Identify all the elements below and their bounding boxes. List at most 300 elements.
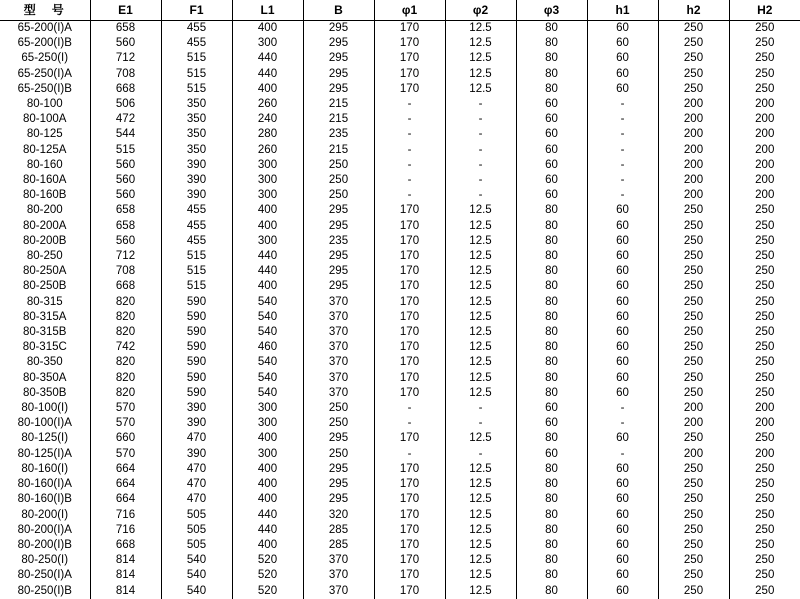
table-row (0, 127, 800, 142)
value-cell: 590 (161, 340, 232, 355)
value-cell: 295 (303, 21, 374, 37)
value-cell: 370 (303, 553, 374, 568)
value-cell: 80 (516, 584, 587, 599)
value-cell: 170 (374, 295, 445, 310)
value-cell: 250 (658, 295, 729, 310)
value-cell: 515 (161, 51, 232, 66)
value-cell: 250 (729, 234, 800, 249)
value-cell: 80 (516, 203, 587, 218)
table-row (0, 112, 800, 127)
value-cell: 80 (516, 462, 587, 477)
value-cell: 170 (374, 279, 445, 294)
value-cell: 60 (516, 97, 587, 112)
value-cell: 60 (587, 538, 658, 553)
value-cell: 12.5 (445, 234, 516, 249)
value-cell: - (587, 158, 658, 173)
table-body (0, 21, 800, 599)
value-cell: 80 (516, 538, 587, 553)
table-row (0, 36, 800, 51)
value-cell: 250 (658, 431, 729, 446)
table-row (0, 553, 800, 568)
value-cell: - (587, 447, 658, 462)
value-cell: 250 (729, 538, 800, 553)
value-cell: 250 (729, 310, 800, 325)
value-cell: 200 (658, 97, 729, 112)
value-cell: 170 (374, 203, 445, 218)
value-cell: 200 (729, 416, 800, 431)
model-cell: 80-200 (26, 204, 63, 217)
value-cell: 250 (729, 431, 800, 446)
value-cell: 520 (232, 553, 303, 568)
table-row (0, 295, 800, 310)
value-cell: - (445, 143, 516, 158)
value-cell: 300 (232, 234, 303, 249)
value-cell: 60 (587, 82, 658, 97)
value-cell: 300 (232, 173, 303, 188)
table-row (0, 416, 800, 431)
value-cell: 370 (303, 371, 374, 386)
value-cell: 60 (587, 21, 658, 37)
value-cell: 215 (303, 143, 374, 158)
value-cell: 390 (161, 447, 232, 462)
value-cell: 200 (729, 127, 800, 142)
value-cell: 80 (516, 295, 587, 310)
table-row (0, 371, 800, 386)
value-cell: 250 (658, 21, 729, 37)
value-cell: 515 (90, 143, 161, 158)
value-cell: 400 (232, 279, 303, 294)
value-cell: 12.5 (445, 310, 516, 325)
value-cell: 250 (729, 249, 800, 264)
value-cell: 60 (516, 173, 587, 188)
value-cell: 280 (232, 127, 303, 142)
value-cell: 540 (232, 325, 303, 340)
value-cell: 200 (658, 127, 729, 142)
value-cell: 300 (232, 158, 303, 173)
model-cell: 80-315 (26, 295, 63, 308)
value-cell: 470 (161, 492, 232, 507)
value-cell: 170 (374, 82, 445, 97)
value-cell: 470 (161, 477, 232, 492)
value-cell: 170 (374, 340, 445, 355)
value-cell: 250 (658, 249, 729, 264)
value-cell: 440 (232, 508, 303, 523)
value-cell: - (587, 112, 658, 127)
value-cell: 80 (516, 36, 587, 51)
value-cell: 250 (658, 508, 729, 523)
value-cell: 515 (161, 82, 232, 97)
value-cell: 250 (729, 295, 800, 310)
value-cell: 544 (90, 127, 161, 142)
value-cell: 80 (516, 340, 587, 355)
value-cell: 80 (516, 371, 587, 386)
value-cell: 60 (587, 492, 658, 507)
table-row (0, 584, 800, 599)
column-header-L1: L1 (232, 0, 303, 21)
value-cell: 250 (729, 203, 800, 218)
value-cell: 250 (729, 568, 800, 583)
value-cell: 742 (90, 340, 161, 355)
column-header-F1: F1 (161, 0, 232, 21)
value-cell: 664 (90, 477, 161, 492)
value-cell: 12.5 (445, 431, 516, 446)
value-cell: 295 (303, 51, 374, 66)
value-cell: 455 (161, 219, 232, 234)
value-cell: 250 (658, 67, 729, 82)
table-row (0, 82, 800, 97)
value-cell: 12.5 (445, 568, 516, 583)
value-cell: 250 (729, 264, 800, 279)
value-cell: 12.5 (445, 325, 516, 340)
value-cell: 658 (90, 21, 161, 37)
model-cell: 80-250A (23, 265, 67, 278)
value-cell: 170 (374, 249, 445, 264)
value-cell: - (587, 127, 658, 142)
value-cell: 820 (90, 325, 161, 340)
value-cell: 250 (729, 325, 800, 340)
value-cell: - (445, 416, 516, 431)
table-row (0, 97, 800, 112)
value-cell: 200 (658, 401, 729, 416)
value-cell: - (445, 158, 516, 173)
value-cell: 668 (90, 279, 161, 294)
value-cell: - (374, 97, 445, 112)
value-cell: 370 (303, 325, 374, 340)
value-cell: 560 (90, 158, 161, 173)
model-cell: 80-160(I)B (17, 493, 72, 506)
value-cell: 250 (729, 21, 800, 37)
value-cell: 540 (232, 310, 303, 325)
value-cell: 716 (90, 523, 161, 538)
table-header (0, 0, 800, 21)
value-cell: 60 (587, 295, 658, 310)
value-cell: 250 (658, 310, 729, 325)
value-cell: - (445, 97, 516, 112)
model-cell: 80-315B (23, 326, 67, 339)
value-cell: 60 (587, 553, 658, 568)
value-cell: 170 (374, 325, 445, 340)
model-cell: 80-250 (26, 250, 63, 263)
value-cell: 80 (516, 51, 587, 66)
value-cell: 60 (587, 203, 658, 218)
model-cell: 80-160(I)A (17, 478, 72, 491)
value-cell: 60 (587, 249, 658, 264)
value-cell: 250 (658, 492, 729, 507)
column-header-h1: h1 (587, 0, 658, 21)
value-cell: 170 (374, 21, 445, 37)
value-cell: 540 (161, 584, 232, 599)
table-row (0, 386, 800, 401)
model-cell: 65-250(I)A (17, 67, 72, 80)
value-cell: 350 (161, 112, 232, 127)
value-cell: 515 (161, 249, 232, 264)
value-cell: 12.5 (445, 492, 516, 507)
model-cell: 65-200(I)A (17, 22, 72, 34)
value-cell: 250 (658, 51, 729, 66)
value-cell: 400 (232, 82, 303, 97)
value-cell: 60 (516, 401, 587, 416)
value-cell: 664 (90, 462, 161, 477)
value-cell: 472 (90, 112, 161, 127)
value-cell: 440 (232, 249, 303, 264)
value-cell: 170 (374, 538, 445, 553)
value-cell: 820 (90, 295, 161, 310)
value-cell: 820 (90, 386, 161, 401)
value-cell: 708 (90, 264, 161, 279)
value-cell: 250 (658, 203, 729, 218)
value-cell: 170 (374, 508, 445, 523)
value-cell: 814 (90, 553, 161, 568)
value-cell: 80 (516, 249, 587, 264)
value-cell: 170 (374, 568, 445, 583)
value-cell: 250 (729, 477, 800, 492)
value-cell: 370 (303, 386, 374, 401)
value-cell: 570 (90, 416, 161, 431)
model-cell: 80-125 (26, 128, 63, 141)
value-cell: - (445, 447, 516, 462)
model-cell: 80-250B (23, 280, 67, 293)
value-cell: 200 (729, 188, 800, 203)
value-cell: - (374, 112, 445, 127)
value-cell: 12.5 (445, 67, 516, 82)
value-cell: 200 (729, 173, 800, 188)
value-cell: 590 (161, 310, 232, 325)
value-cell: 460 (232, 340, 303, 355)
value-cell: 250 (729, 219, 800, 234)
value-cell: 250 (658, 219, 729, 234)
value-cell: 80 (516, 21, 587, 37)
table-row (0, 492, 800, 507)
value-cell: 12.5 (445, 21, 516, 37)
value-cell: 250 (729, 553, 800, 568)
value-cell: 250 (658, 234, 729, 249)
value-cell: - (445, 127, 516, 142)
value-cell: 80 (516, 234, 587, 249)
table-row (0, 21, 800, 37)
value-cell: 250 (658, 279, 729, 294)
value-cell: 250 (658, 355, 729, 370)
value-cell: 12.5 (445, 340, 516, 355)
value-cell: - (587, 401, 658, 416)
value-cell: 260 (232, 143, 303, 158)
value-cell: 170 (374, 310, 445, 325)
value-cell: - (374, 173, 445, 188)
value-cell: 80 (516, 523, 587, 538)
value-cell: - (374, 143, 445, 158)
value-cell: 170 (374, 477, 445, 492)
model-cell: 80-100(I) (21, 402, 69, 415)
value-cell: 570 (90, 447, 161, 462)
value-cell: 170 (374, 584, 445, 599)
value-cell: - (374, 188, 445, 203)
value-cell: 560 (90, 234, 161, 249)
value-cell: - (587, 97, 658, 112)
value-cell: 560 (90, 173, 161, 188)
value-cell: 455 (161, 36, 232, 51)
value-cell: - (445, 173, 516, 188)
value-cell: 370 (303, 584, 374, 599)
value-cell: 250 (729, 523, 800, 538)
value-cell: 370 (303, 355, 374, 370)
model-cell: 80-350 (26, 356, 63, 369)
value-cell: 60 (516, 127, 587, 142)
value-cell: 80 (516, 431, 587, 446)
value-cell: 170 (374, 523, 445, 538)
value-cell: 60 (587, 371, 658, 386)
value-cell: 250 (658, 523, 729, 538)
table-row (0, 264, 800, 279)
value-cell: 440 (232, 264, 303, 279)
value-cell: 12.5 (445, 219, 516, 234)
model-cell: 80-160(I) (21, 462, 69, 475)
value-cell: 250 (729, 355, 800, 370)
value-cell: 250 (658, 553, 729, 568)
value-cell: - (445, 401, 516, 416)
value-cell: 590 (161, 371, 232, 386)
value-cell: 80 (516, 553, 587, 568)
value-cell: 200 (729, 158, 800, 173)
model-cell: 80-100 (26, 98, 63, 111)
value-cell: 455 (161, 203, 232, 218)
value-cell: 250 (658, 36, 729, 51)
value-cell: 250 (729, 36, 800, 51)
model-cell: 80-125(I) (21, 432, 69, 445)
value-cell: 235 (303, 234, 374, 249)
value-cell: 295 (303, 36, 374, 51)
value-cell: 12.5 (445, 477, 516, 492)
value-cell: 250 (729, 492, 800, 507)
value-cell: 12.5 (445, 508, 516, 523)
table-row (0, 401, 800, 416)
value-cell: 295 (303, 492, 374, 507)
value-cell: 295 (303, 462, 374, 477)
value-cell: 285 (303, 523, 374, 538)
value-cell: 80 (516, 219, 587, 234)
value-cell: - (374, 447, 445, 462)
value-cell: 390 (161, 173, 232, 188)
value-cell: 60 (516, 158, 587, 173)
value-cell: 520 (232, 568, 303, 583)
value-cell: 708 (90, 67, 161, 82)
value-cell: 170 (374, 234, 445, 249)
value-cell: 455 (161, 21, 232, 37)
value-cell: 80 (516, 568, 587, 583)
value-cell: 470 (161, 431, 232, 446)
value-cell: 60 (587, 279, 658, 294)
value-cell: 250 (658, 386, 729, 401)
column-header-H2: H2 (729, 0, 800, 21)
value-cell: 12.5 (445, 553, 516, 568)
table-row (0, 143, 800, 158)
value-cell: 12.5 (445, 51, 516, 66)
value-cell: 60 (587, 219, 658, 234)
value-cell: 520 (232, 584, 303, 599)
model-cell: 80-100A (23, 113, 67, 126)
value-cell: 664 (90, 492, 161, 507)
value-cell: 200 (729, 143, 800, 158)
table-row (0, 508, 800, 523)
value-cell: 506 (90, 97, 161, 112)
value-cell: 250 (658, 264, 729, 279)
value-cell: 12.5 (445, 279, 516, 294)
value-cell: 170 (374, 462, 445, 477)
value-cell: 400 (232, 203, 303, 218)
value-cell: 350 (161, 127, 232, 142)
value-cell: - (445, 112, 516, 127)
value-cell: - (587, 143, 658, 158)
value-cell: 712 (90, 249, 161, 264)
table-row (0, 477, 800, 492)
value-cell: 170 (374, 51, 445, 66)
value-cell: 215 (303, 97, 374, 112)
value-cell: 400 (232, 462, 303, 477)
value-cell: 80 (516, 264, 587, 279)
table-row (0, 234, 800, 249)
value-cell: 590 (161, 295, 232, 310)
value-cell: 570 (90, 401, 161, 416)
value-cell: 60 (587, 462, 658, 477)
model-cell: 65-250(I)B (17, 82, 72, 95)
value-cell: 200 (658, 143, 729, 158)
value-cell: 170 (374, 36, 445, 51)
column-header-φ3: φ3 (516, 0, 587, 21)
table-row (0, 51, 800, 66)
value-cell: 540 (161, 553, 232, 568)
model-cell: 65-200(I)B (17, 37, 72, 50)
value-cell: 470 (161, 462, 232, 477)
table-row (0, 523, 800, 538)
value-cell: 540 (232, 386, 303, 401)
value-cell: 235 (303, 127, 374, 142)
value-cell: 300 (232, 36, 303, 51)
model-cell: 80-250(I)A (17, 569, 72, 582)
column-header-φ2: φ2 (445, 0, 516, 21)
value-cell: 295 (303, 431, 374, 446)
table-row (0, 188, 800, 203)
model-cell: 80-250(I) (21, 554, 69, 567)
value-cell: 250 (729, 386, 800, 401)
value-cell: 540 (232, 371, 303, 386)
value-cell: 590 (161, 325, 232, 340)
column-header-B: B (303, 0, 374, 21)
value-cell: 400 (232, 21, 303, 37)
value-cell: 590 (161, 386, 232, 401)
model-cell: 80-350B (23, 386, 67, 399)
value-cell: 200 (658, 158, 729, 173)
value-cell: 170 (374, 371, 445, 386)
value-cell: 12.5 (445, 584, 516, 599)
value-cell: - (374, 416, 445, 431)
value-cell: 80 (516, 310, 587, 325)
value-cell: 400 (232, 477, 303, 492)
table-row (0, 340, 800, 355)
value-cell: 400 (232, 431, 303, 446)
model-cell: 80-125A (23, 143, 67, 156)
value-cell: 295 (303, 67, 374, 82)
value-cell: 60 (516, 447, 587, 462)
value-cell: 60 (587, 67, 658, 82)
value-cell: 250 (729, 584, 800, 599)
model-cell: 80-160A (23, 174, 67, 187)
value-cell: 540 (232, 355, 303, 370)
value-cell: 60 (587, 431, 658, 446)
value-cell: 400 (232, 492, 303, 507)
model-cell: 80-100(I)A (17, 417, 72, 430)
value-cell: 12.5 (445, 462, 516, 477)
value-cell: 820 (90, 310, 161, 325)
table-row (0, 173, 800, 188)
value-cell: 200 (658, 173, 729, 188)
